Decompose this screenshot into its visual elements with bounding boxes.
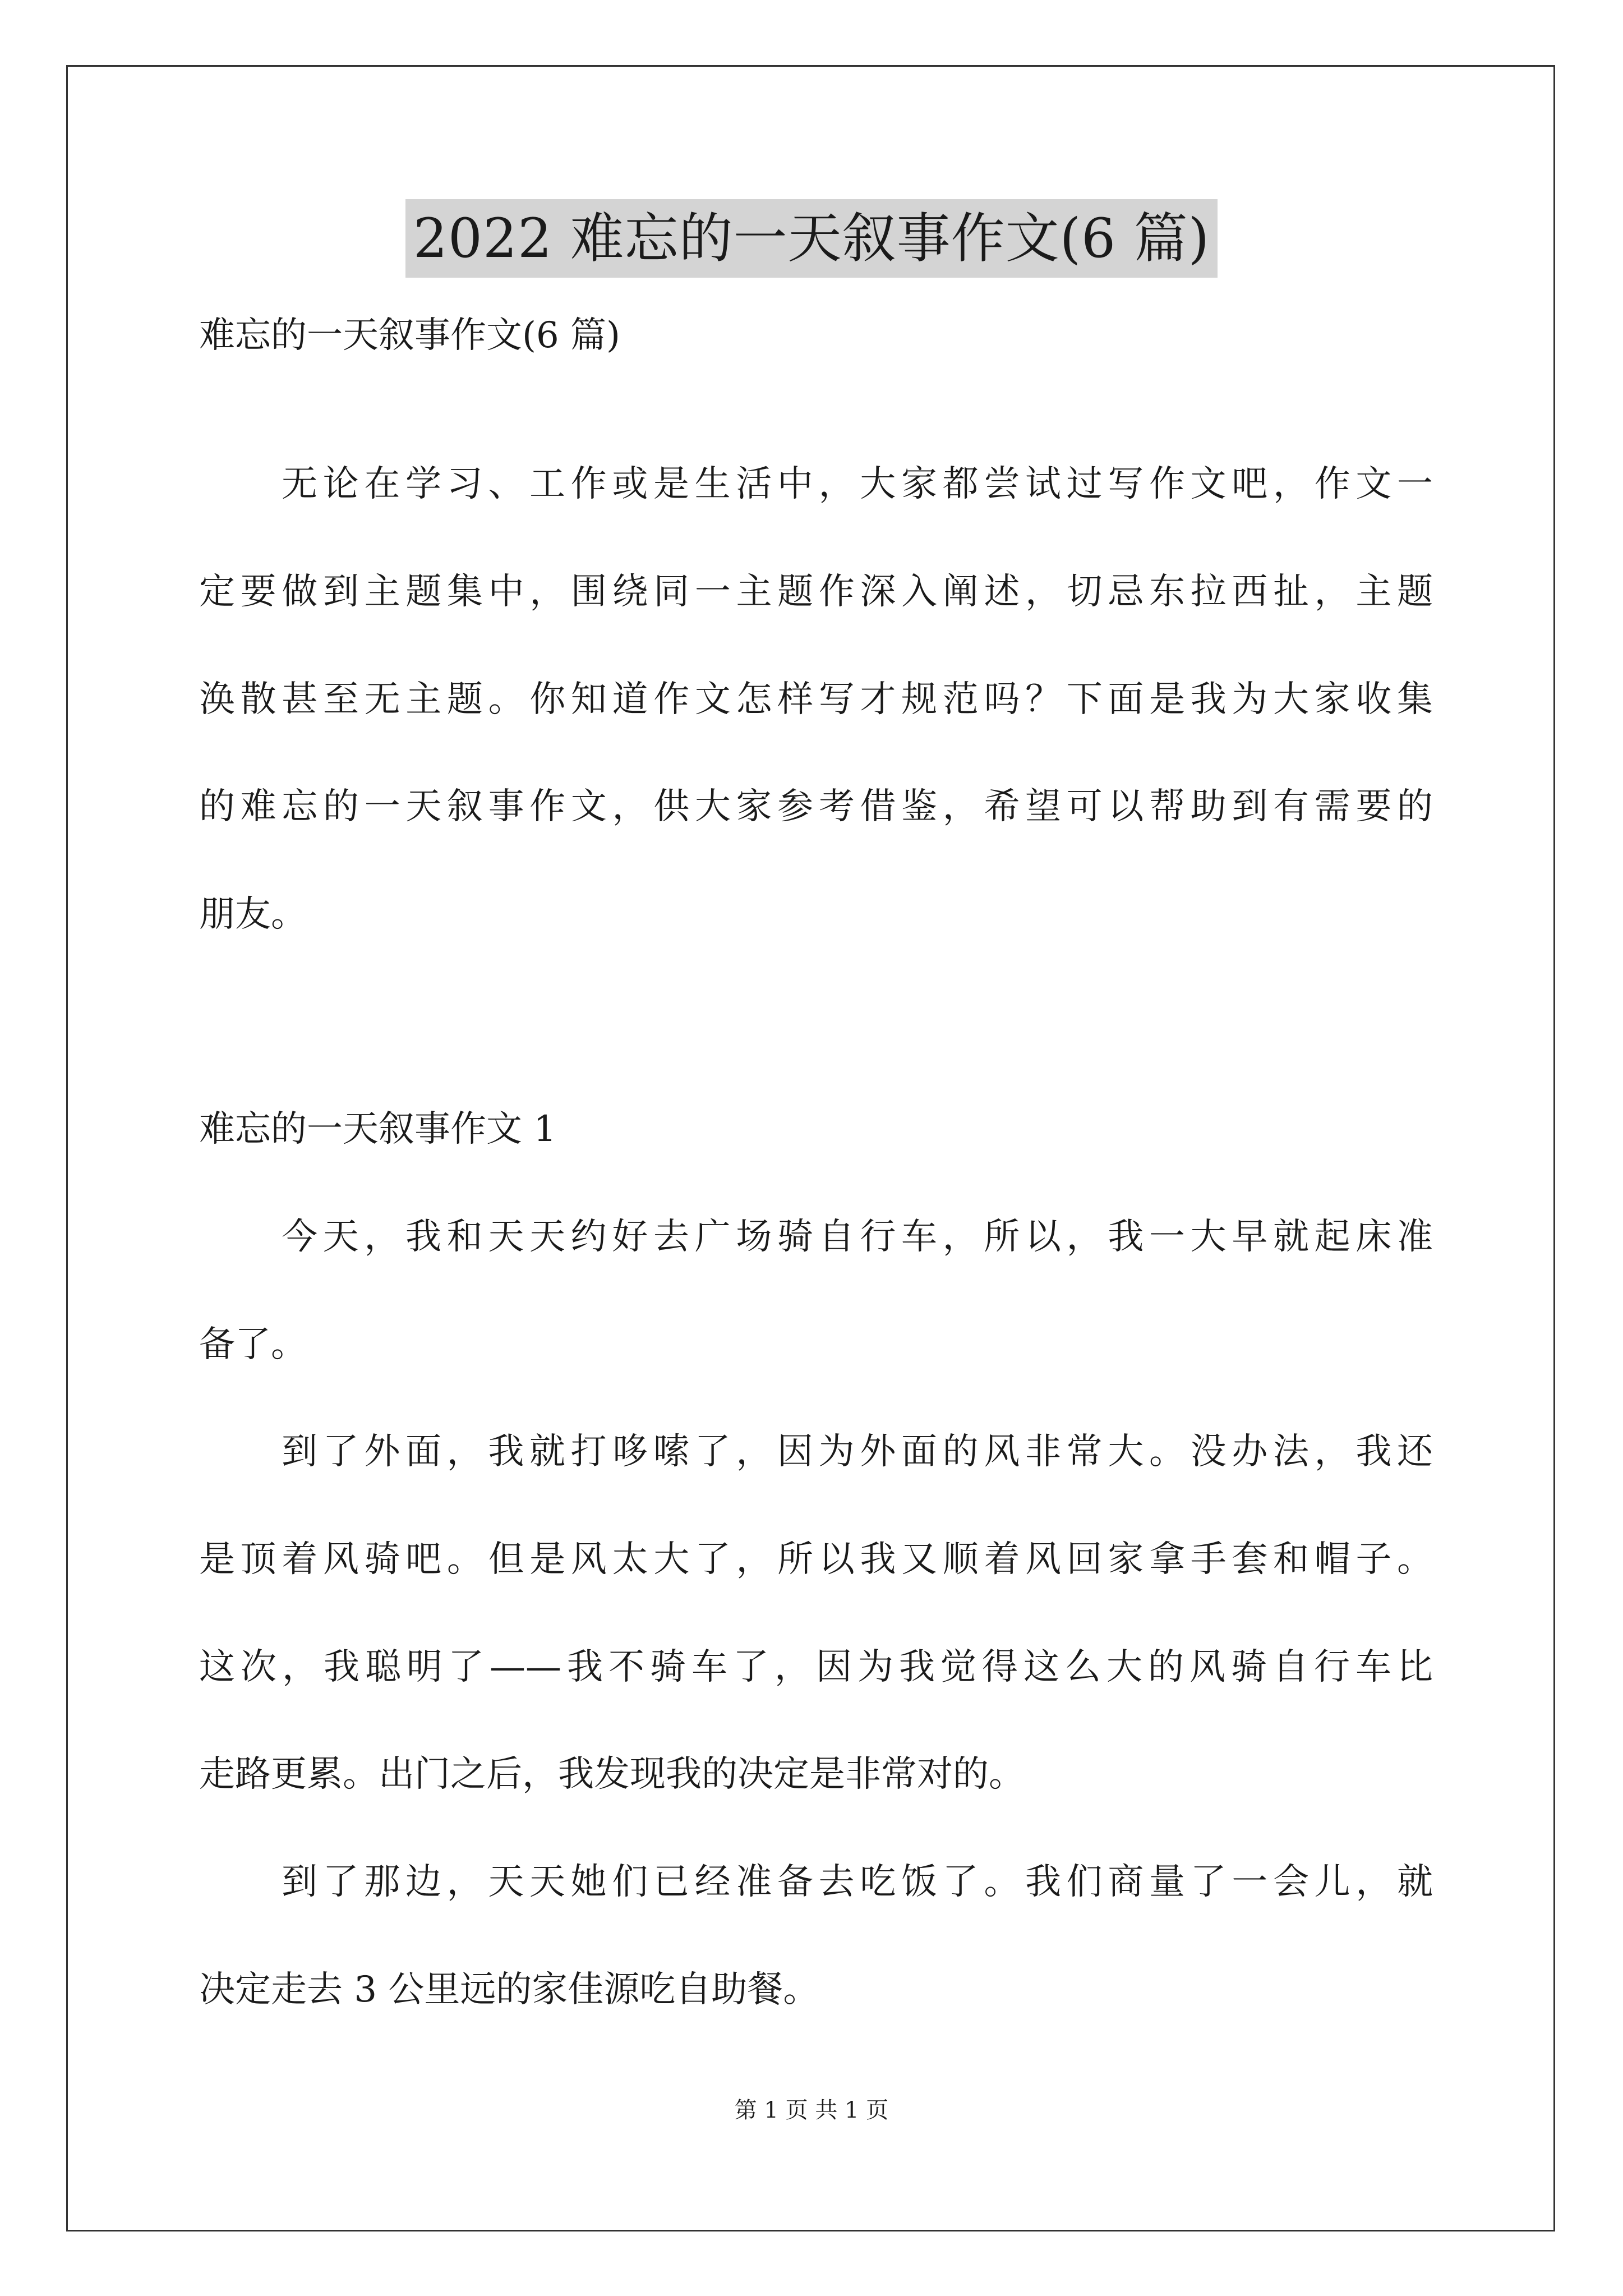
intro-line-4: 的难忘的一天叙事作文，供大家参考借鉴，希望可以帮助到有需要的 xyxy=(199,786,1433,827)
intro-line-5: 朋友。 xyxy=(199,894,307,935)
section1-line-8: 决定走去 3 公里远的家佳源吃自助餐。 xyxy=(199,1969,819,2010)
subtitle: 难忘的一天叙事作文(6 篇) xyxy=(199,315,620,356)
section1-line-1: 今天，我和天天约好去广场骑自行车，所以，我一大早就起床准 xyxy=(282,1216,1433,1258)
page-number-footer: 第 1 页 共 1 页 xyxy=(734,2097,889,2123)
title-container xyxy=(0,199,1623,278)
section1-line-3: 到了外面，我就打哆嗦了，因为外面的风非常大。没办法，我还 xyxy=(282,1431,1433,1473)
intro-line-3: 涣散甚至无主题。你知道作文怎样写才规范吗？下面是我为大家收集 xyxy=(199,679,1433,720)
section1-line-5: 这次，我聪明了——我不骑车了，因为我觉得这么大的风骑自行车比 xyxy=(199,1646,1433,1688)
intro-line-2: 定要做到主题集中，围绕同一主题作深入阐述，切忌东拉西扯，主题 xyxy=(199,571,1433,613)
section1-heading: 难忘的一天叙事作文 1 xyxy=(199,1108,557,1150)
section1-line-6: 走路更累。出门之后，我发现我的决定是非常对的。 xyxy=(199,1754,1025,1795)
intro-line-1: 无论在学习、工作或是生活中，大家都尝试过写作文吧，作文一 xyxy=(282,463,1433,505)
section1-line-4: 是顶着风骑吧。但是风太大了，所以我又顺着风回家拿手套和帽子。 xyxy=(199,1539,1433,1580)
document-title: 2022 难忘的一天叙事作文(6 篇) xyxy=(405,199,1218,278)
section1-line-2: 备了。 xyxy=(199,1324,307,1365)
section1-line-7: 到了那边，天天她们已经准备去吃饭了。我们商量了一会儿，就 xyxy=(282,1861,1433,1903)
